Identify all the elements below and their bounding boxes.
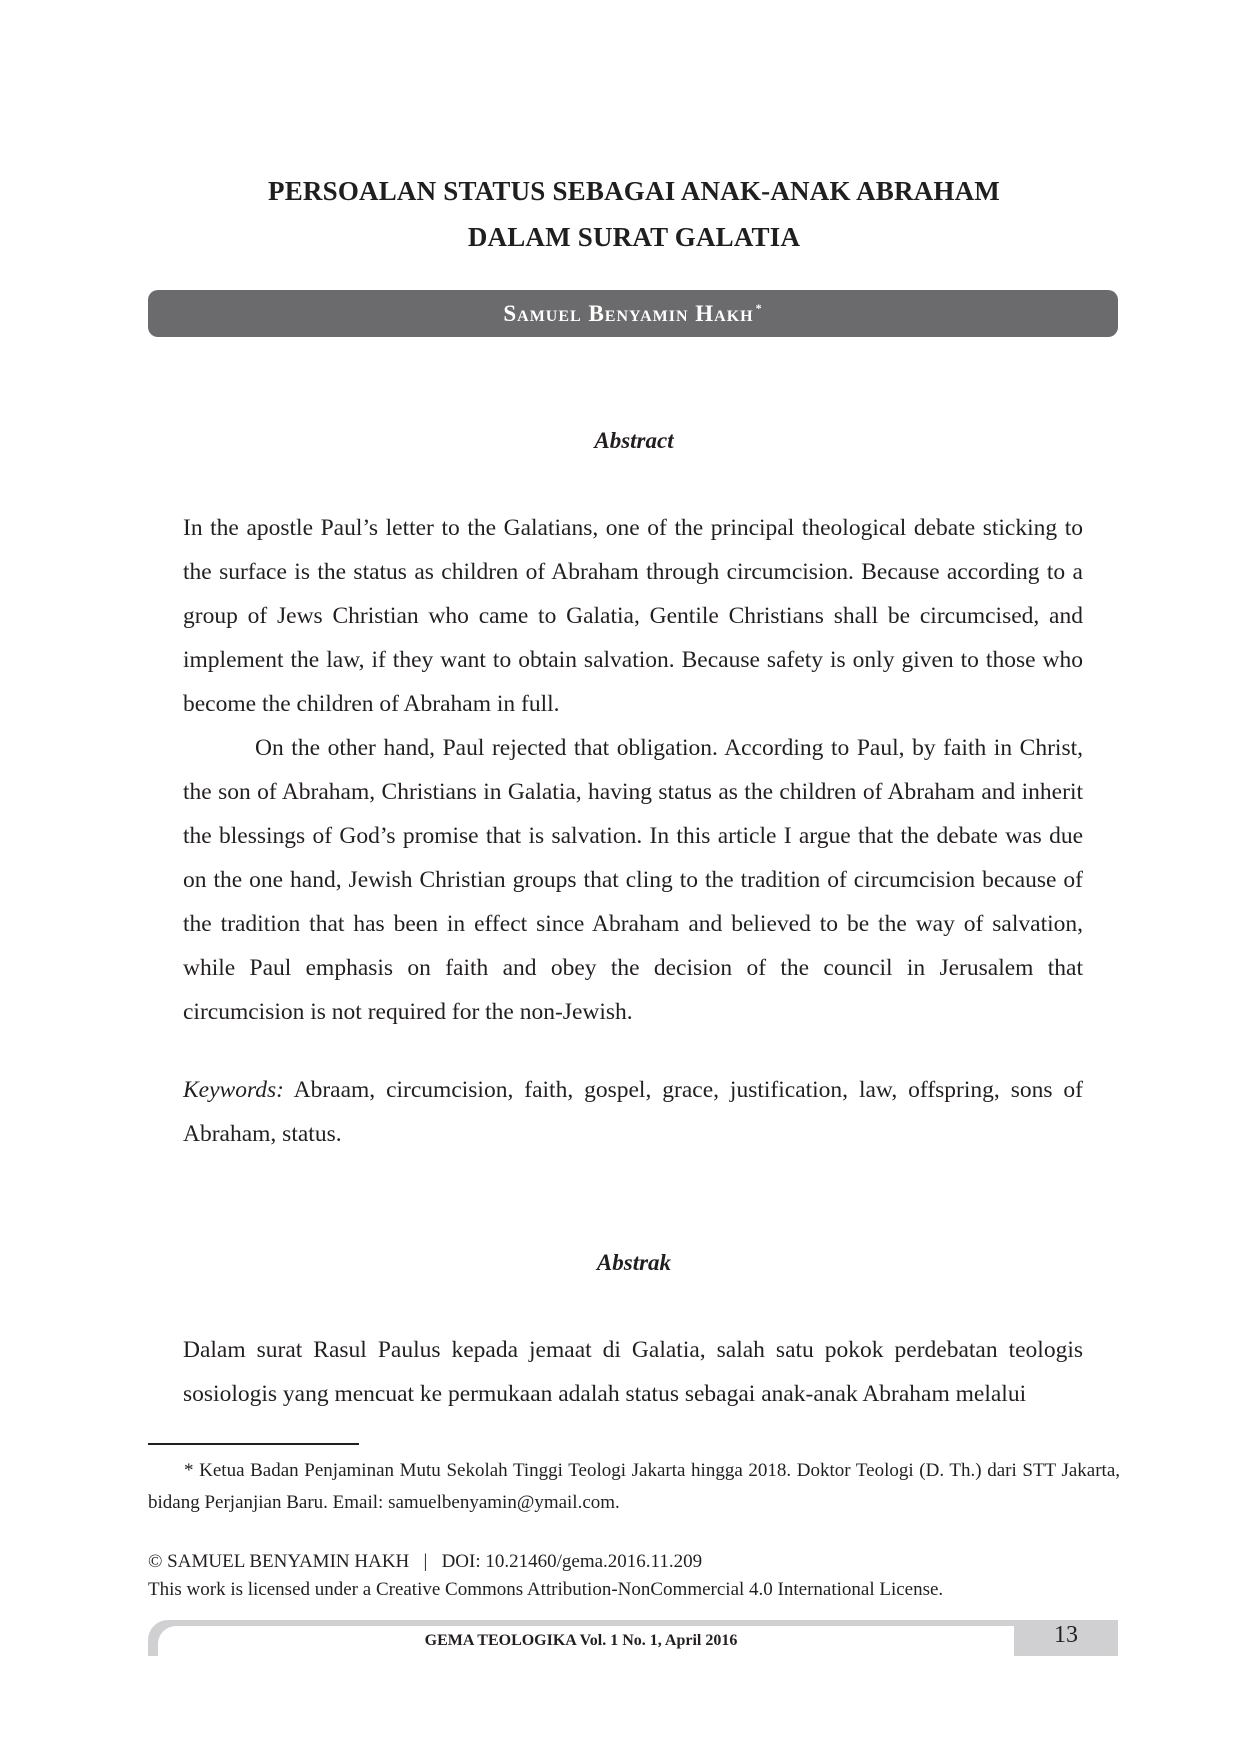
keywords-list: Abraam, circumcision, faith, gospel, grace, justification, law, offspring, sons of Abraham, status. [183,1077,1083,1147]
title-line-2: DALAM SURAT GALATIA [467,222,801,252]
title-line-1: PERSOALAN STATUS SEBAGAI ANAK-ANAK ABRAHAM [268,176,1000,206]
copyright-line: © SAMUEL BENYAMIN HAKH | DOI: 10.21460/gema.2016.11.209 [148,1551,703,1572]
copyright-block [148,1548,1120,1604]
page-number: 13 [1054,1622,1078,1648]
license-line: This work is licensed under a Creative Commons Attribution-NonCommercial 4.0 International License. [148,1579,944,1600]
author-footnote-mark: * [755,300,763,315]
author-banner [148,290,1118,337]
footnote-text: * Ketua Badan Penjaminan Mutu Sekolah Tinggi Teologi Jakarta hingga 2018. Doktor Teologi (D. Th.) dari STT Jakarta, bidang Perjanjian Baru. Email: samuelbenyamin@ymail.com. [148,1460,1120,1513]
abstract-english [183,506,1083,1034]
abstract-paragraph-1: In the apostle Paul’s letter to the Galatians, one of the principal theological debate sticking to the surface is the status as children of Abraham through circumcision. Because according to a group of Jews Christian who came to Galatia, Gentile Christians shall be circumcised, and implement the law, if they want to obtain salvation. Because safety is only given to those who become the children of Abraham in full. [183,515,1083,717]
keywords-label: Keywords: [183,1077,284,1103]
abstract-heading: Abstract [594,428,674,453]
journal-citation: GEMA TEOLOGIKA Vol. 1 No. 1, April 2016 [424,1632,738,1649]
article-title [0,168,1240,260]
author-name: Samuel Benyamin Hakh * [503,300,763,326]
footnote [148,1455,1120,1519]
abstrak-heading: Abstrak [596,1250,672,1275]
abstrak-indonesian [183,1328,1083,1416]
footnote-divider [148,1443,359,1445]
abstrak-paragraph-1: Dalam surat Rasul Paulus kepada jemaat di Galatia, salah satu pokok perdebatan teologis sosiologis yang mencuat ke permukaan adalah status sebagai anak-anak Abraham melalui [183,1337,1083,1407]
abstract-paragraph-2: On the other hand, Paul rejected that obligation. According to Paul, by faith in Christ, the son of Abraham, Christians in Galatia, having status as the children of Abraham and inherit the blessings of God’s promise that is salvation. In this article I argue that the debate was due on the one hand, Jewish Christian groups that cling to the tradition of circumcision because of the tradition that has been in effect since Abraham and believed to be the way of salvation, while Paul emphasis on faith and obey the decision of the council in Jerusalem that circumcision is not required for the non-Jewish. [183,735,1083,1025]
keywords [183,1068,1083,1156]
